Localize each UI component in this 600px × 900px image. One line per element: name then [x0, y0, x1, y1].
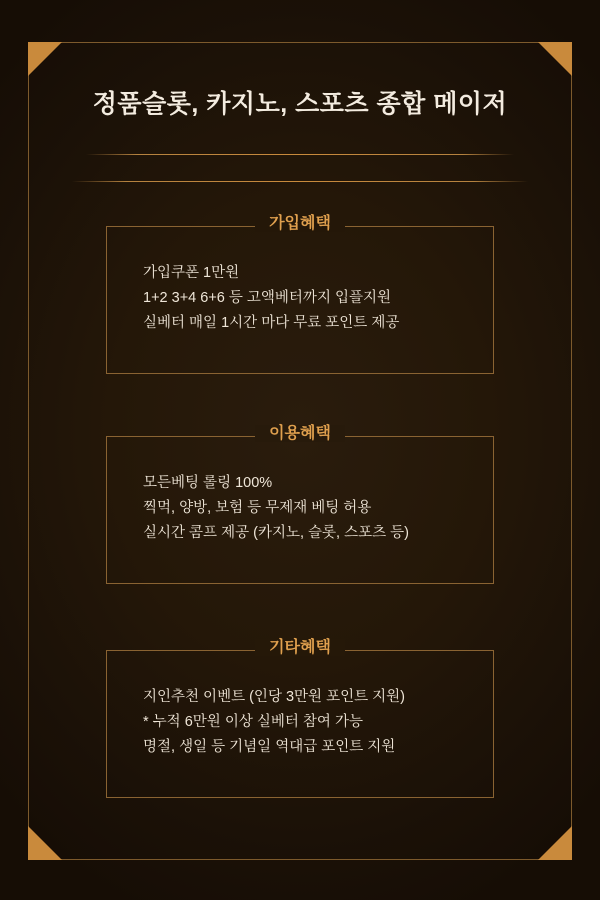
benefit-title-text: 이용혜택	[255, 425, 345, 442]
benefit-line: * 누적 6만원 이상 실베터 참여 가능	[143, 714, 363, 730]
benefit-line: 모든베팅 롤링 100%	[143, 475, 273, 491]
benefit-title	[107, 640, 493, 656]
benefit-line: 실시간 콤프 제공 (카지노, 슬롯, 스포츠 등)	[143, 525, 409, 541]
benefit-title	[107, 216, 493, 232]
benefit-box	[106, 425, 494, 584]
benefit-title-text: 가입혜택	[255, 215, 345, 232]
benefit-line: 명절, 생일 등 기념일 역대급 포인트 지원	[143, 739, 396, 755]
divider-rule-lower	[72, 181, 528, 182]
benefit-line: 지인추천 이벤트 (인당 3만원 포인트 지원)	[143, 689, 405, 705]
benefit-box	[106, 215, 494, 374]
benefit-box	[106, 639, 494, 798]
benefit-line: 1+2 3+4 6+6 등 고액베터까지 입플지원	[143, 290, 392, 306]
benefit-block-signup	[106, 215, 494, 374]
benefit-lines	[107, 471, 493, 546]
benefit-line: 실베터 매일 1시간 마다 무료 포인트 제공	[143, 315, 400, 331]
divider-rule-upper	[86, 154, 514, 155]
benefit-block-other	[106, 639, 494, 798]
benefit-line: 가입쿠폰 1만원	[143, 265, 240, 281]
benefit-lines	[107, 261, 493, 336]
poster-content	[28, 42, 572, 860]
benefit-block-usage	[106, 425, 494, 584]
page-title: 정품슬롯, 카지노, 스포츠 종합 메이저	[92, 90, 508, 118]
benefit-title	[107, 426, 493, 442]
benefit-line: 찍먹, 양방, 보험 등 무제재 베팅 허용	[143, 500, 372, 516]
benefit-title-text: 기타혜택	[255, 639, 345, 656]
benefit-lines	[107, 685, 493, 760]
